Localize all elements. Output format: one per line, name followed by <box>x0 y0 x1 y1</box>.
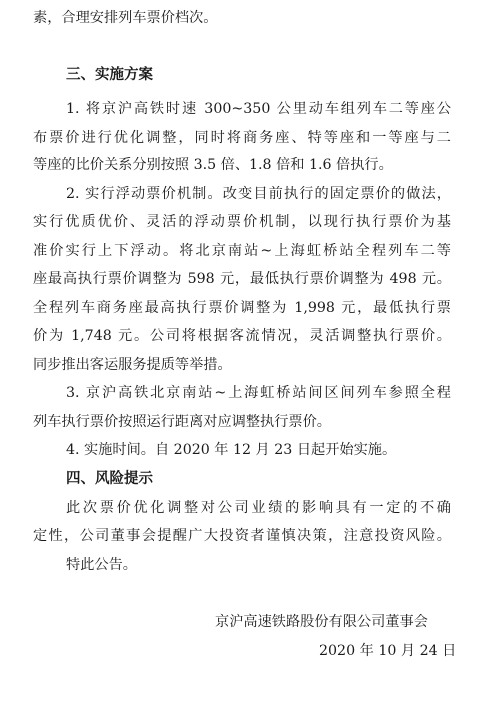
paragraph-line: 价为 1,748 元。公司将根据客流情况，灵活调整执行票价。 <box>33 328 451 344</box>
paragraph-line: 实行优质优价、灵活的浮动票价机制，以现行执行票价为基 <box>33 214 451 230</box>
paragraph-line: 2. 实行浮动票价机制。改变目前执行的固定票价的做法， <box>66 186 451 202</box>
paragraph-line: 同步推出客运服务提质等举措。 <box>33 357 232 373</box>
paragraph-line: 布票价进行优化调整，同时将商务座、特等座和一等座与二 <box>33 130 451 146</box>
paragraph-line: 列车执行票价按照运行距离对应调整执行票价。 <box>33 414 331 430</box>
paragraph-line: 等座的比价关系分别按照 3.5 倍、1.8 倍和 1.6 倍执行。 <box>33 157 393 173</box>
paragraph-line: 座最高执行票价调整为 598 元，最低执行票价调整为 498 元。 <box>33 271 451 287</box>
paragraph-line: 素，合理安排列车票价档次。 <box>33 10 218 26</box>
paragraph-line: 1. 将京沪高铁时速 300~350 公里动车组列车二等座公 <box>66 101 451 117</box>
paragraph-line: 定性，公司董事会提醒广大投资者谨慎决策，注意投资风险。 <box>33 528 451 544</box>
signature-company: 京沪高速铁路股份有限公司董事会 <box>215 614 428 630</box>
paragraph-line: 4. 实施时间。自 2020 年 12 月 23 日起开始实施。 <box>66 442 397 458</box>
section-heading-implementation: 三、实施方案 <box>66 67 153 83</box>
paragraph-line: 全程列车商务座最高执行票价调整为 1,998 元，最低执行票 <box>33 300 451 316</box>
paragraph-line: 3. 京沪高铁北京南站~上海虹桥站间区间列车参照全程 <box>66 385 451 401</box>
paragraph-line: 准价实行上下浮动。将北京南站~上海虹桥站全程列车二等 <box>33 243 451 259</box>
paragraph-line: 特此公告。 <box>66 557 137 573</box>
section-heading-risk: 四、风险提示 <box>66 471 153 487</box>
signature-date: 2020 年 10 月 24 日 <box>319 643 457 659</box>
paragraph-line: 此次票价优化调整对公司业绩的影响具有一定的不确 <box>66 500 451 516</box>
